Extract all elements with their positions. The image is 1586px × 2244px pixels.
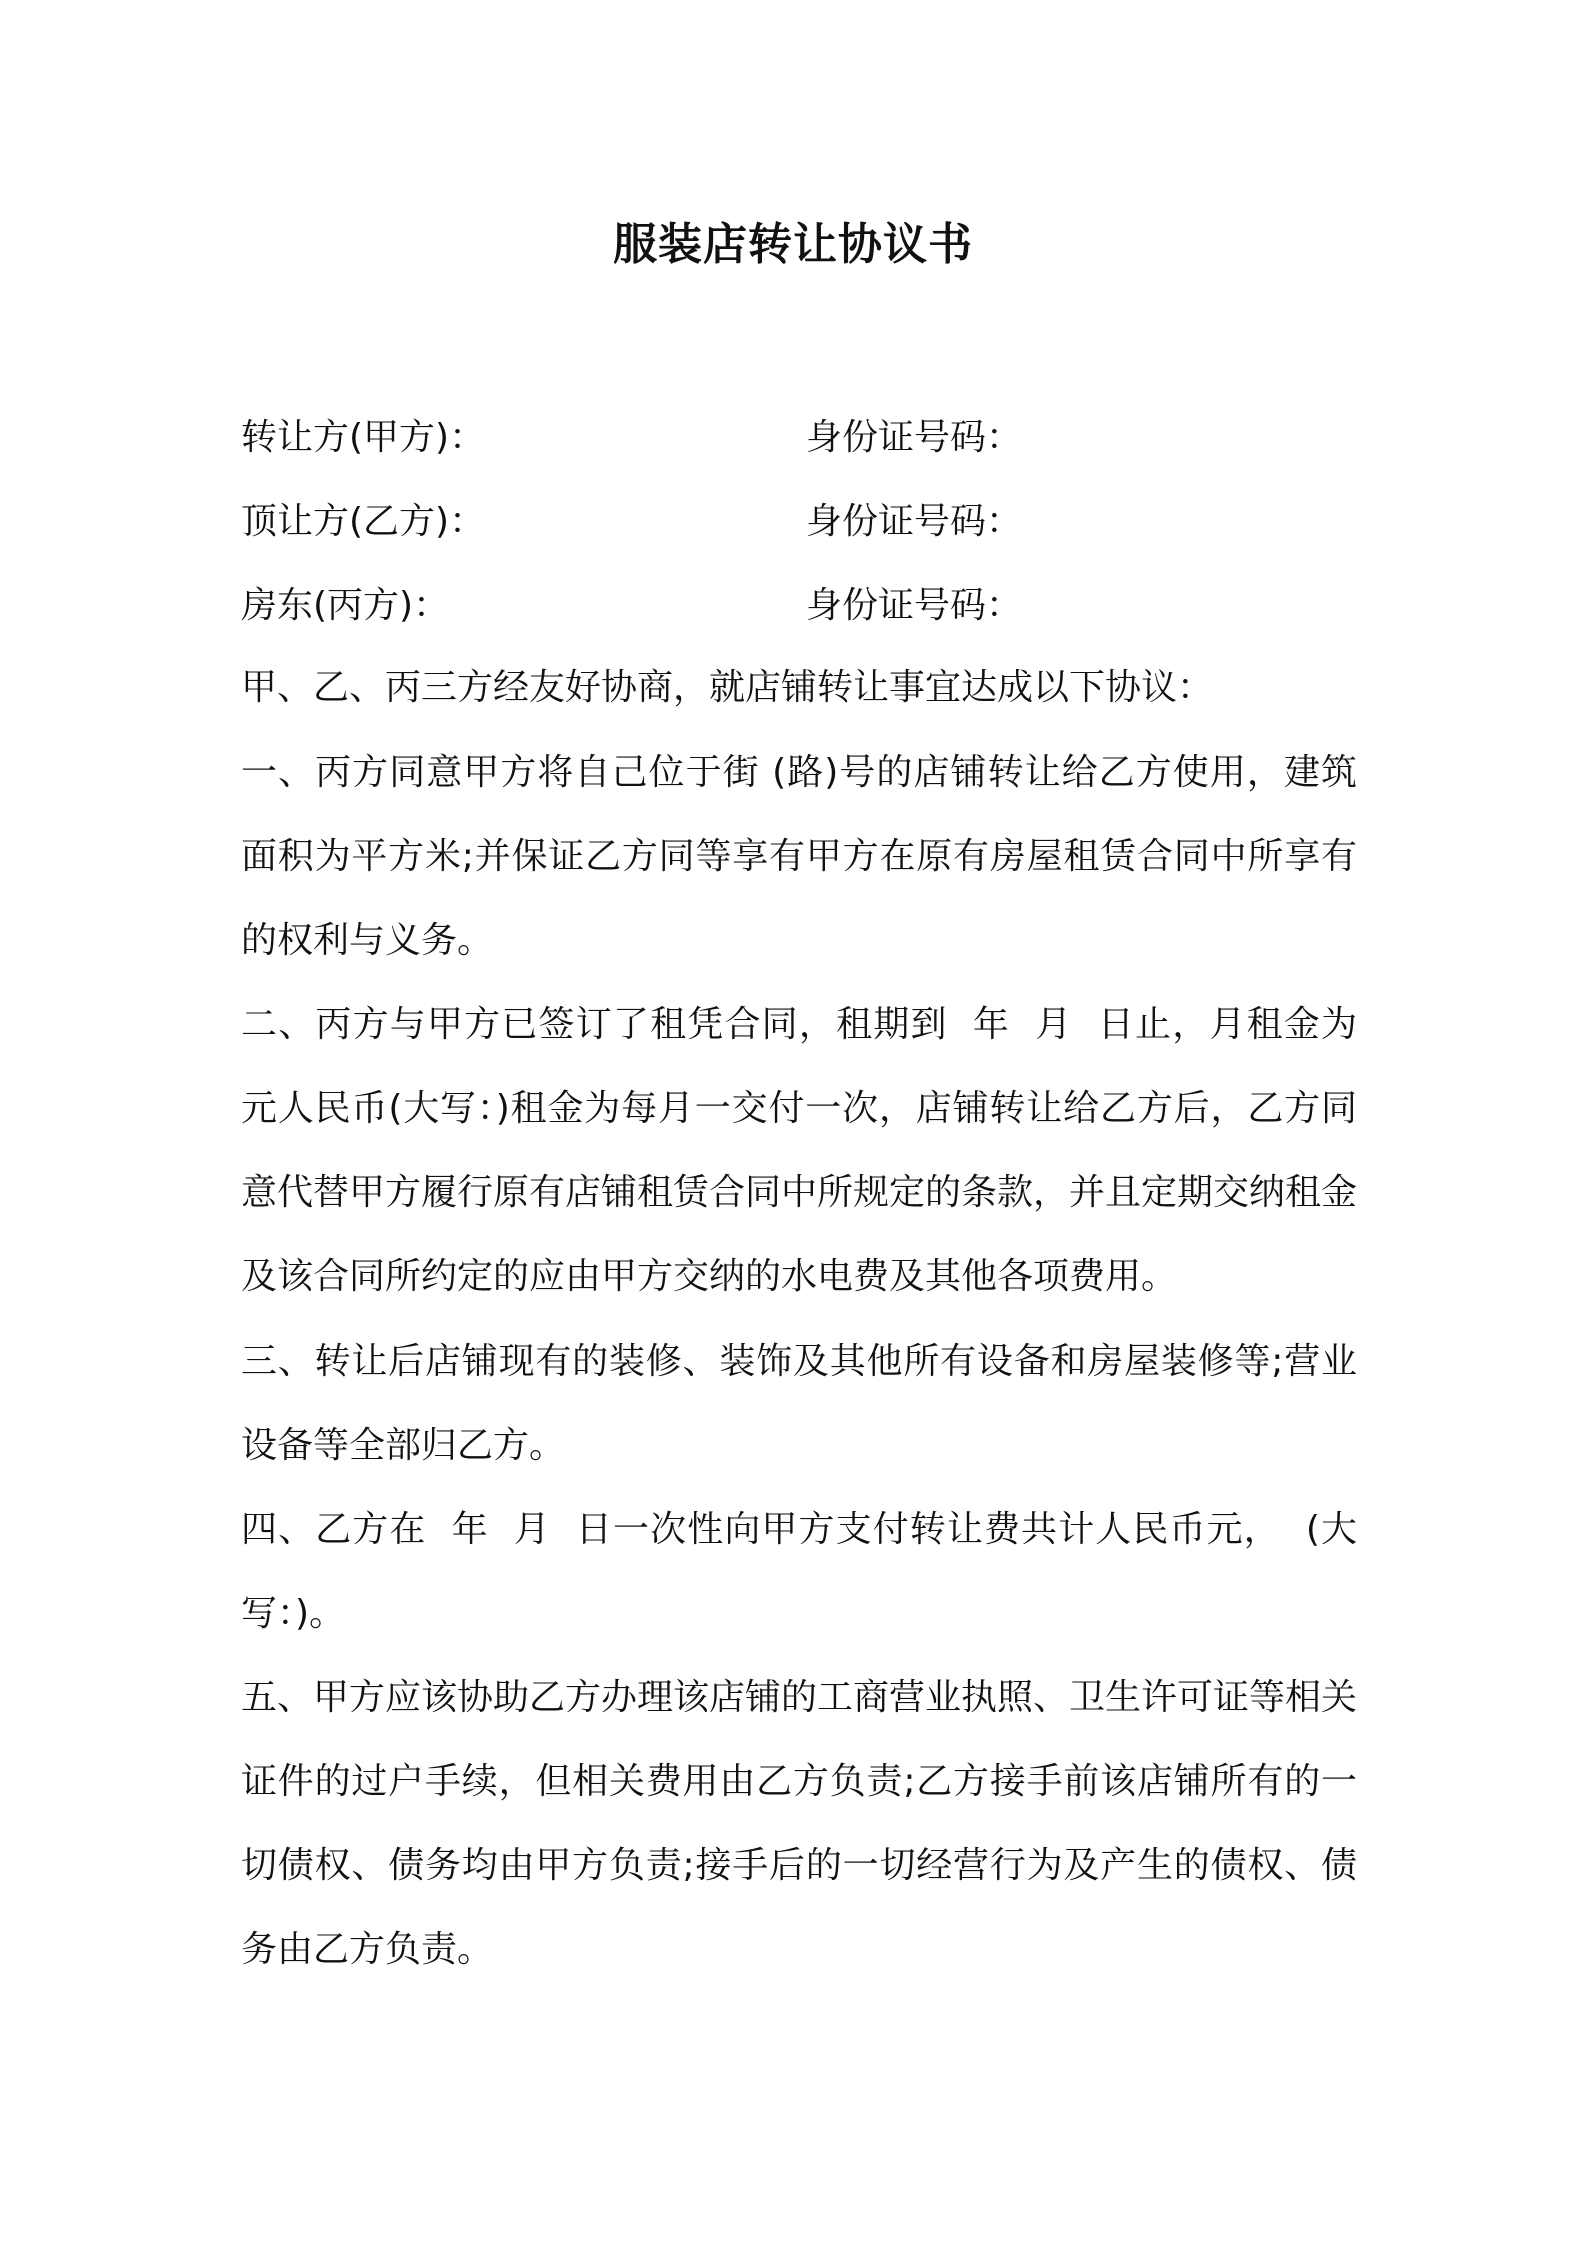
intro-paragraph: 甲、乙、丙三方经友好协商，就店铺转让事宜达成以下协议： xyxy=(241,667,1214,708)
id-number-label: 身份证号码： xyxy=(806,501,1023,542)
document-title: 服装店转让协议书 xyxy=(613,219,973,270)
clause-4: 四、乙方在 年 月 日一次性向甲方支付转让费共计人民币元， (大写：)。 xyxy=(241,1509,1357,1634)
party-label: 顶让方(乙方)： xyxy=(241,501,486,542)
clause-2: 二、丙方与甲方已签订了租凭合同，租期到 年 月 日止，月租金为 元人民币(大写：)租金为每月一交付一次，店铺转让给乙方后，乙方同意代替甲方履行原有店铺租赁合同中所规定的条款，并且定期交纳租金及该合同所约定的应由甲方交纳的水电费及其他各项费用。 xyxy=(241,1004,1380,1297)
party-row-landlord xyxy=(241,576,1351,636)
party-label: 转让方(甲方)： xyxy=(241,417,486,458)
clause-5: 五、甲方应该协助乙方办理该店铺的工商营业执照、卫生许可证等相关证件的过户手续，但相关费用由乙方负责;乙方接手前该店铺所有的一切债权、债务均由甲方负责;接手后的一切经营行为及产生的债权、债务由乙方负责。 xyxy=(241,1677,1358,1970)
clause-1: 一、丙方同意甲方将自己位于街 (路)号的店铺转让给乙方使用，建筑面积为平方米;并保证乙方同等享有甲方在原有房屋租赁合同中所享有的权利与义务。 xyxy=(241,752,1357,961)
party-row-transferee xyxy=(241,492,1351,552)
clause-3: 三、转让后店铺现有的装修、装饰及其他所有设备和房屋装修等;营业设备等全部归乙方。 xyxy=(241,1341,1357,1466)
party-row-transferor xyxy=(241,408,1351,468)
id-number-label: 身份证号码： xyxy=(806,417,1023,458)
id-number-label: 身份证号码： xyxy=(806,585,1023,626)
party-label: 房东(丙方)： xyxy=(241,585,450,626)
